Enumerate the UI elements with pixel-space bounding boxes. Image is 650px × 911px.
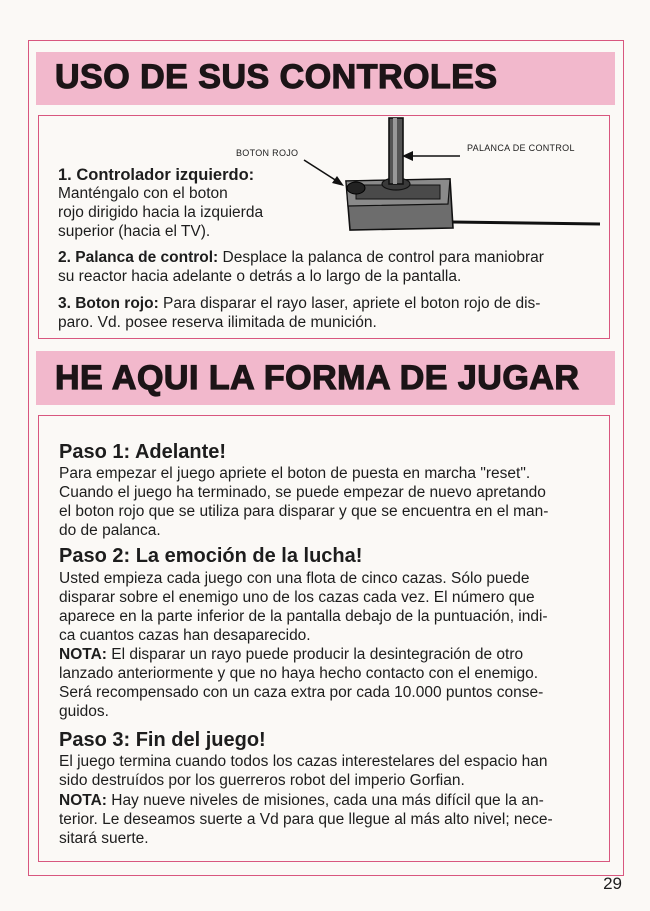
paso3-nota-line: terior. Le deseamos suerte a Vd para que llegue al más alto nivel; nece-: [59, 811, 553, 828]
paso2-nota-line: lanzado anteriormente y que no haya hecho contacto con el enemigo.: [59, 665, 539, 682]
paso3-heading: Paso 3: Fin del juego!: [59, 729, 266, 751]
paso2-line: disparar sobre el enemigo uno de los cazas cada vez. El número que: [59, 589, 535, 606]
paso2-line: Usted empieza cada juego con una flota de cinco cazas. Sólo puede: [59, 570, 530, 587]
section2-banner: [36, 351, 615, 405]
item3-line: paro. Vd. posee reserva ilimitada de munición.: [58, 314, 377, 331]
item1-line: rojo dirigido hacia la izquierda: [58, 204, 264, 221]
item1-line: Manténgalo con el boton: [58, 185, 228, 202]
paso3-line: sido destruídos por los guerreros robot del imperio Gorfian.: [59, 772, 465, 789]
paso3-nota: [59, 791, 595, 810]
paso1-line: Cuando el juego ha terminado, se puede empezar de nuevo apretando: [59, 484, 546, 501]
paso1-line: el boton rojo que se utiliza para disparar y que se encuentra en el man-: [59, 503, 549, 520]
paso2-nota-line: guidos.: [59, 703, 109, 720]
page-number: 29: [603, 874, 622, 893]
item1-heading: 1. Controlador izquierdo:: [58, 166, 255, 184]
section2-title: HE AQUI LA FORMA DE JUGAR: [55, 359, 580, 397]
label-palanca-control: PALANCA DE CONTROL: [467, 143, 575, 153]
item3-text: [58, 294, 540, 314]
section1-title: USO DE SUS CONTROLES: [55, 58, 498, 96]
item1-line: superior (hacia el TV).: [58, 223, 211, 240]
section1-banner: [36, 52, 615, 105]
paso1-line: do de palanca.: [59, 522, 161, 539]
nota-label: NOTA:: [59, 792, 107, 809]
paso2-nota-line: Será recompensado con un caza extra por cada 10.000 puntos conse-: [59, 684, 544, 701]
paso2-heading: Paso 2: La emoción de la lucha!: [59, 545, 363, 567]
item2-heading: 2. Palanca de control:: [58, 249, 219, 266]
paso1-line: Para empezar el juego apriete el boton de puesta en marcha "reset".: [59, 465, 531, 482]
paso3-nota-line: sitará suerte.: [59, 830, 149, 847]
paso2-nota: [59, 645, 595, 664]
paso2-line: ca cuantos cazas han desaparecido.: [59, 627, 311, 644]
item2-line: su reactor hacia adelante o detrás a lo largo de la pantalla.: [58, 268, 462, 285]
item3-heading: 3. Boton rojo:: [58, 295, 159, 312]
paso1-heading: Paso 1: Adelante!: [59, 441, 227, 463]
label-boton-rojo: BOTON ROJO: [236, 148, 299, 158]
paso3-line: El juego termina cuando todos los cazas interestelares del espacio han: [59, 753, 548, 770]
paso2-line: aparece en la parte inferior de la pantalla debajo de la puntuación, indi-: [59, 608, 548, 625]
nota-label: NOTA:: [59, 646, 107, 663]
paso2-nota-line: El disparar un rayo puede producir la desintegración de otro: [106, 646, 524, 663]
joystick-illustration: [300, 116, 610, 241]
item2-text: [58, 248, 544, 268]
paso3-nota-line: Hay nueve niveles de misiones, cada una más difícil que la an-: [106, 792, 544, 809]
item2-line: Desplace la palanca de control para maniobrar: [218, 249, 544, 266]
item3-line: Para disparar el rayo laser, apriete el boton rojo de dis-: [158, 295, 541, 312]
